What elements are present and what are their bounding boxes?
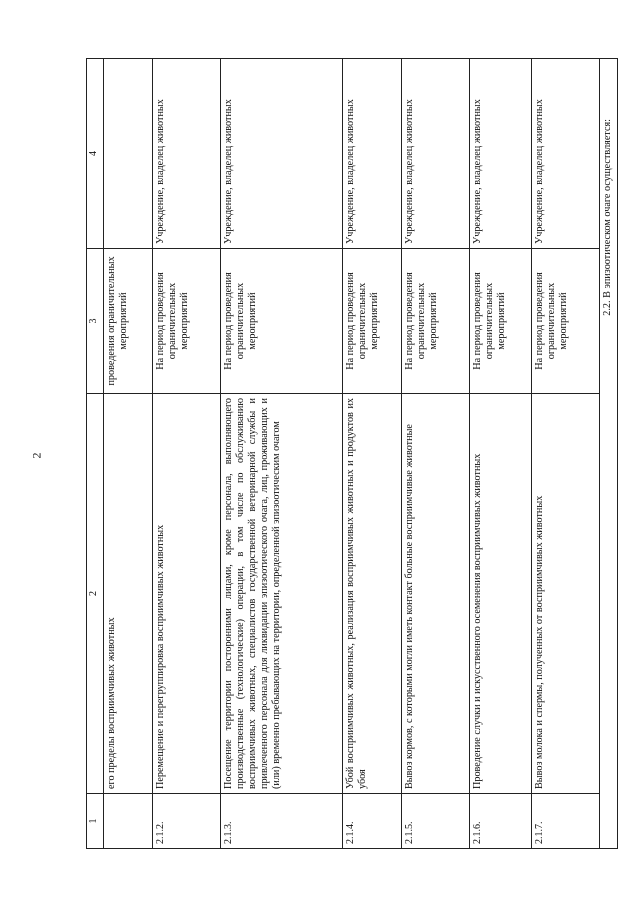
row-responsible: Учреждение, владелец животных xyxy=(470,59,532,249)
header-col-3: 3 xyxy=(87,249,104,394)
header-col-4: 4 xyxy=(87,59,104,249)
row-responsible xyxy=(104,59,153,249)
table-row xyxy=(220,59,342,849)
row-period: На период проведения ограничительных мероприятий xyxy=(470,249,532,394)
table-row xyxy=(531,59,599,849)
table-row xyxy=(402,59,470,849)
row-description: Посещение территории посторонними лицами, кроме персонала, выполняющего производственные (технологические) операции, в том числе по обслуживанию восприимчивых животных, специалистов государственной ветеринарной службы и привлеченного персонала для ликвидации эпизоотического очага, лиц, проживающих и (или) временно пребывающих на территории, определенной эпизоотическим очагом xyxy=(220,394,342,794)
row-description: Убой восприимчивых животных, реализация восприимчивых животных и продуктов их убоя xyxy=(342,394,401,794)
header-col-2: 2 xyxy=(87,394,104,794)
table-row xyxy=(470,59,532,849)
table-row xyxy=(342,59,401,849)
row-number: 2.1.3. xyxy=(220,794,342,849)
row-description: Вывоз кормов, с которыми могли иметь контакт больные восприимчивые животные xyxy=(402,394,470,794)
table-header-row xyxy=(87,59,104,849)
row-description: его пределы восприимчивых животных xyxy=(104,394,153,794)
row-responsible: Учреждение, владелец животных xyxy=(220,59,342,249)
row-responsible: Учреждение, владелец животных xyxy=(402,59,470,249)
row-number: 2.1.7. xyxy=(531,794,599,849)
row-responsible: Учреждение, владелец животных xyxy=(342,59,401,249)
row-period: На период проведения ограничительных мероприятий xyxy=(152,249,220,394)
row-period: На период проведения ограничительных мероприятий xyxy=(220,249,342,394)
row-number: 2.1.5. xyxy=(402,794,470,849)
row-description: Вывоз молока и спермы, полученных от восприимчивых животных xyxy=(531,394,599,794)
row-number: 2.1.6. xyxy=(470,794,532,849)
row-responsible: Учреждение, владелец животных xyxy=(531,59,599,249)
measures-table xyxy=(86,58,618,849)
row-period: На период проведения ограничительных мероприятий xyxy=(402,249,470,394)
table-row-continuation xyxy=(104,59,153,849)
row-period: На период проведения ограничительных мероприятий xyxy=(342,249,401,394)
row-description: Проведение случки и искусственного осеменения восприимчивых животных xyxy=(470,394,532,794)
row-number: 2.1.2. xyxy=(152,794,220,849)
table-row xyxy=(152,59,220,849)
row-description: Перемещение и перегруппировка восприимчивых животных xyxy=(152,394,220,794)
header-col-1: 1 xyxy=(87,794,104,849)
row-period: На период проведения ограничительных мероприятий xyxy=(531,249,599,394)
section-title: 2.2. В эпизоотическом очаге осуществляется: xyxy=(599,59,617,849)
page-number: 2 xyxy=(29,452,44,459)
rotated-table-container xyxy=(86,59,618,849)
section-row xyxy=(599,59,617,849)
row-period: проведения ограничительных мероприятий xyxy=(104,249,153,394)
row-responsible: Учреждение, владелец животных xyxy=(152,59,220,249)
row-number: 2.1.4. xyxy=(342,794,401,849)
row-number-cell xyxy=(104,794,153,849)
